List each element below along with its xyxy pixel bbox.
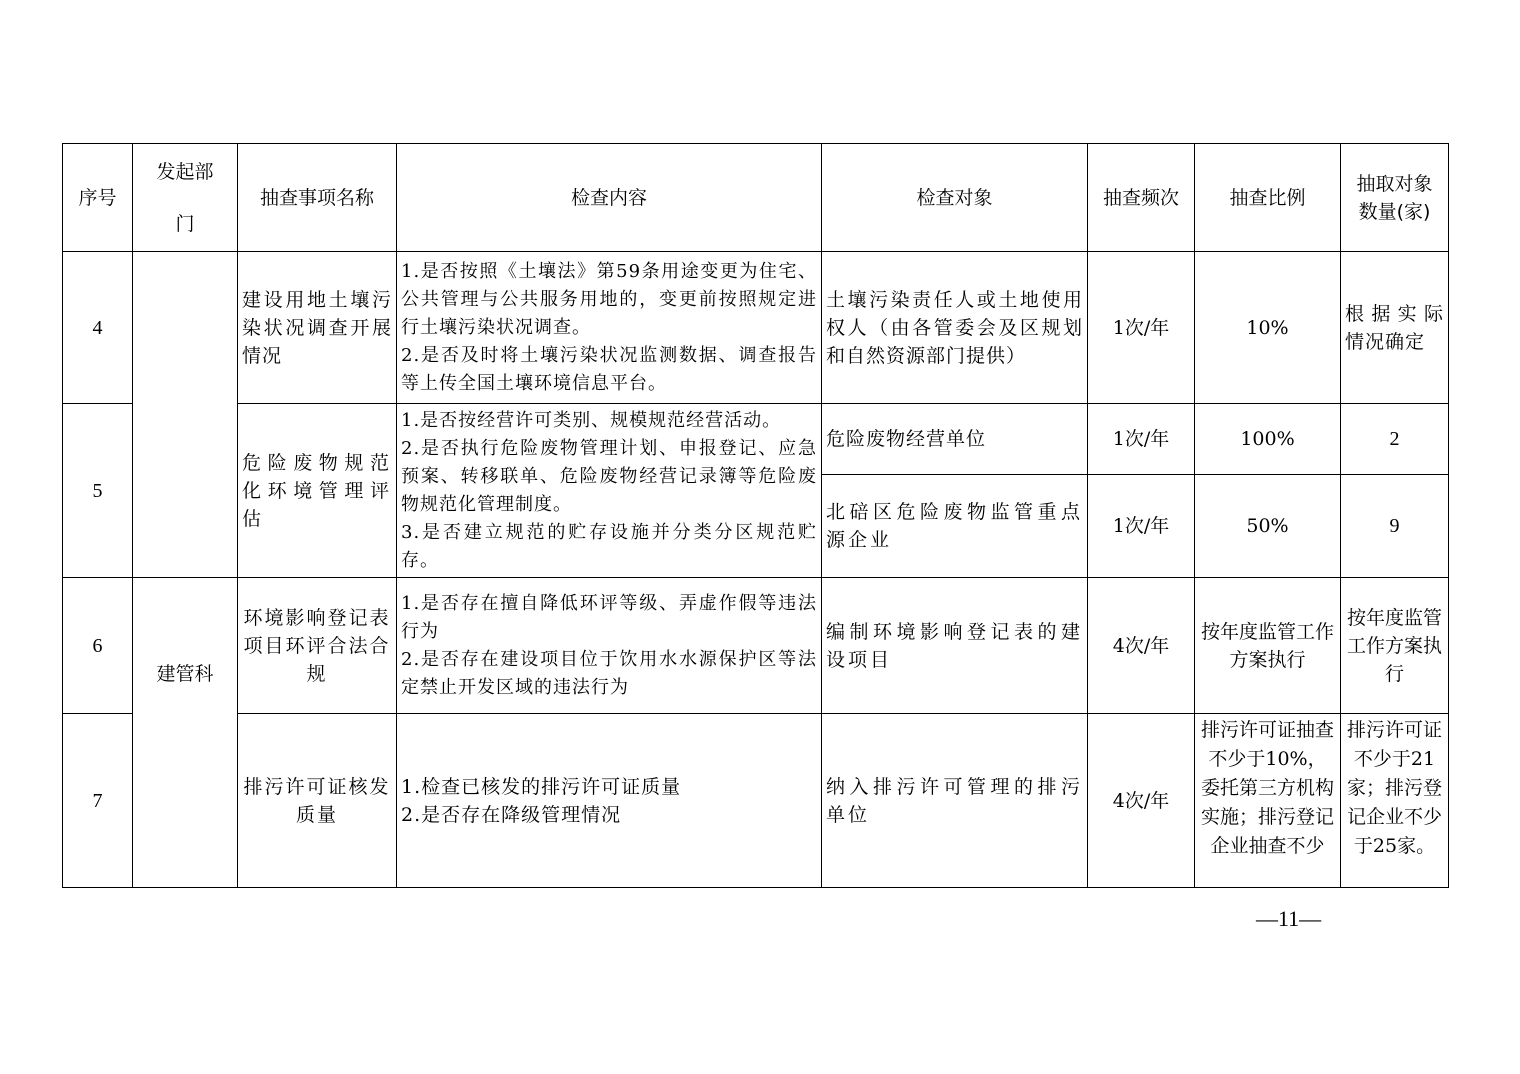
cell-count: 2 (1341, 404, 1449, 475)
cell-content: 1.是否按经营许可类别、规模规范经营活动。 2.是否执行危险废物管理计划、申报登记、应急预案、转移联单、危险废物经营记录簿等危险废物规范化管理制度。 3.是否建立规范的贮存设施并分类分区规范贮存。 (397, 404, 822, 578)
page-number: —11— (1256, 906, 1322, 931)
cell-seq: 5 (63, 404, 133, 578)
cell-item: 建设用地土壤污染状况调查开展情况 (238, 252, 397, 404)
header-count: 抽取对象 数量(家) (1341, 144, 1449, 252)
cell-count: 9 (1341, 475, 1449, 578)
cell-count: 根据实际情况确定 (1341, 252, 1449, 404)
cell-target: 北碚区危险废物监管重点源企业 (822, 475, 1088, 578)
cell-freq: 4次/年 (1088, 578, 1195, 714)
header-target: 检查对象 (822, 144, 1088, 252)
inspection-table (62, 143, 1449, 888)
cell-count: 排污许可证不少于21家；排污登记企业不少于25家。 (1341, 714, 1449, 888)
cell-content: 1.是否按照《土壤法》第59条用途变更为住宅、公共管理与公共服务用地的，变更前按照规定进行土壤污染状况调查。 2.是否及时将土壤污染状况监测数据、调查报告等上传全国土壤环境信息平台。 (397, 252, 822, 404)
cell-content: 1.是否存在擅自降低环评等级、弄虚作假等违法行为 2.是否存在建设项目位于饮用水水源保护区等法定禁止开发区域的违法行为 (397, 578, 822, 714)
cell-freq: 1次/年 (1088, 404, 1195, 475)
cell-ratio: 按年度监管工作方案执行 (1195, 578, 1341, 714)
cell-seq: 6 (63, 578, 133, 714)
header-dept: 发起部 门 (133, 144, 238, 252)
cell-ratio: 排污许可证抽查不少于10%，委托第三方机构实施；排污登记企业抽查不少 (1195, 714, 1341, 888)
cell-target: 危险废物经营单位 (822, 404, 1088, 475)
header-ratio: 抽查比例 (1195, 144, 1341, 252)
cell-freq: 4次/年 (1088, 714, 1195, 888)
header-row (63, 144, 1449, 252)
cell-freq: 1次/年 (1088, 252, 1195, 404)
header-content: 检查内容 (397, 144, 822, 252)
cell-target: 编制环境影响登记表的建设项目 (822, 578, 1088, 714)
header-freq: 抽查频次 (1088, 144, 1195, 252)
cell-target: 纳入排污许可管理的排污单位 (822, 714, 1088, 888)
dept-label: 建管科 (156, 662, 214, 685)
cell-ratio: 10% (1195, 252, 1341, 404)
table-row (63, 578, 1449, 714)
cell-item: 环境影响登记表项目环评合法合规 (238, 578, 397, 714)
table-row (63, 714, 1449, 888)
cell-freq: 1次/年 (1088, 475, 1195, 578)
cell-count: 按年度监管工作方案执行 (1341, 578, 1449, 714)
cell-ratio: 100% (1195, 404, 1341, 475)
cell-target: 土壤污染责任人或土地使用权人（由各管委会及区规划和自然资源部门提供） (822, 252, 1088, 404)
table-row (63, 252, 1449, 404)
cell-dept-empty (133, 252, 238, 578)
cell-seq: 7 (63, 714, 133, 888)
cell-dept (133, 578, 238, 888)
cell-ratio: 50% (1195, 475, 1341, 578)
cell-item: 排污许可证核发质量 (238, 714, 397, 888)
cell-item: 危险废物规范化环境管理评估 (238, 404, 397, 578)
cell-content: 1.检查已核发的排污许可证质量 2.是否存在降级管理情况 (397, 714, 822, 888)
table-row (63, 404, 1449, 475)
header-seq: 序号 (63, 144, 133, 252)
cell-seq: 4 (63, 252, 133, 404)
header-item: 抽查事项名称 (238, 144, 397, 252)
